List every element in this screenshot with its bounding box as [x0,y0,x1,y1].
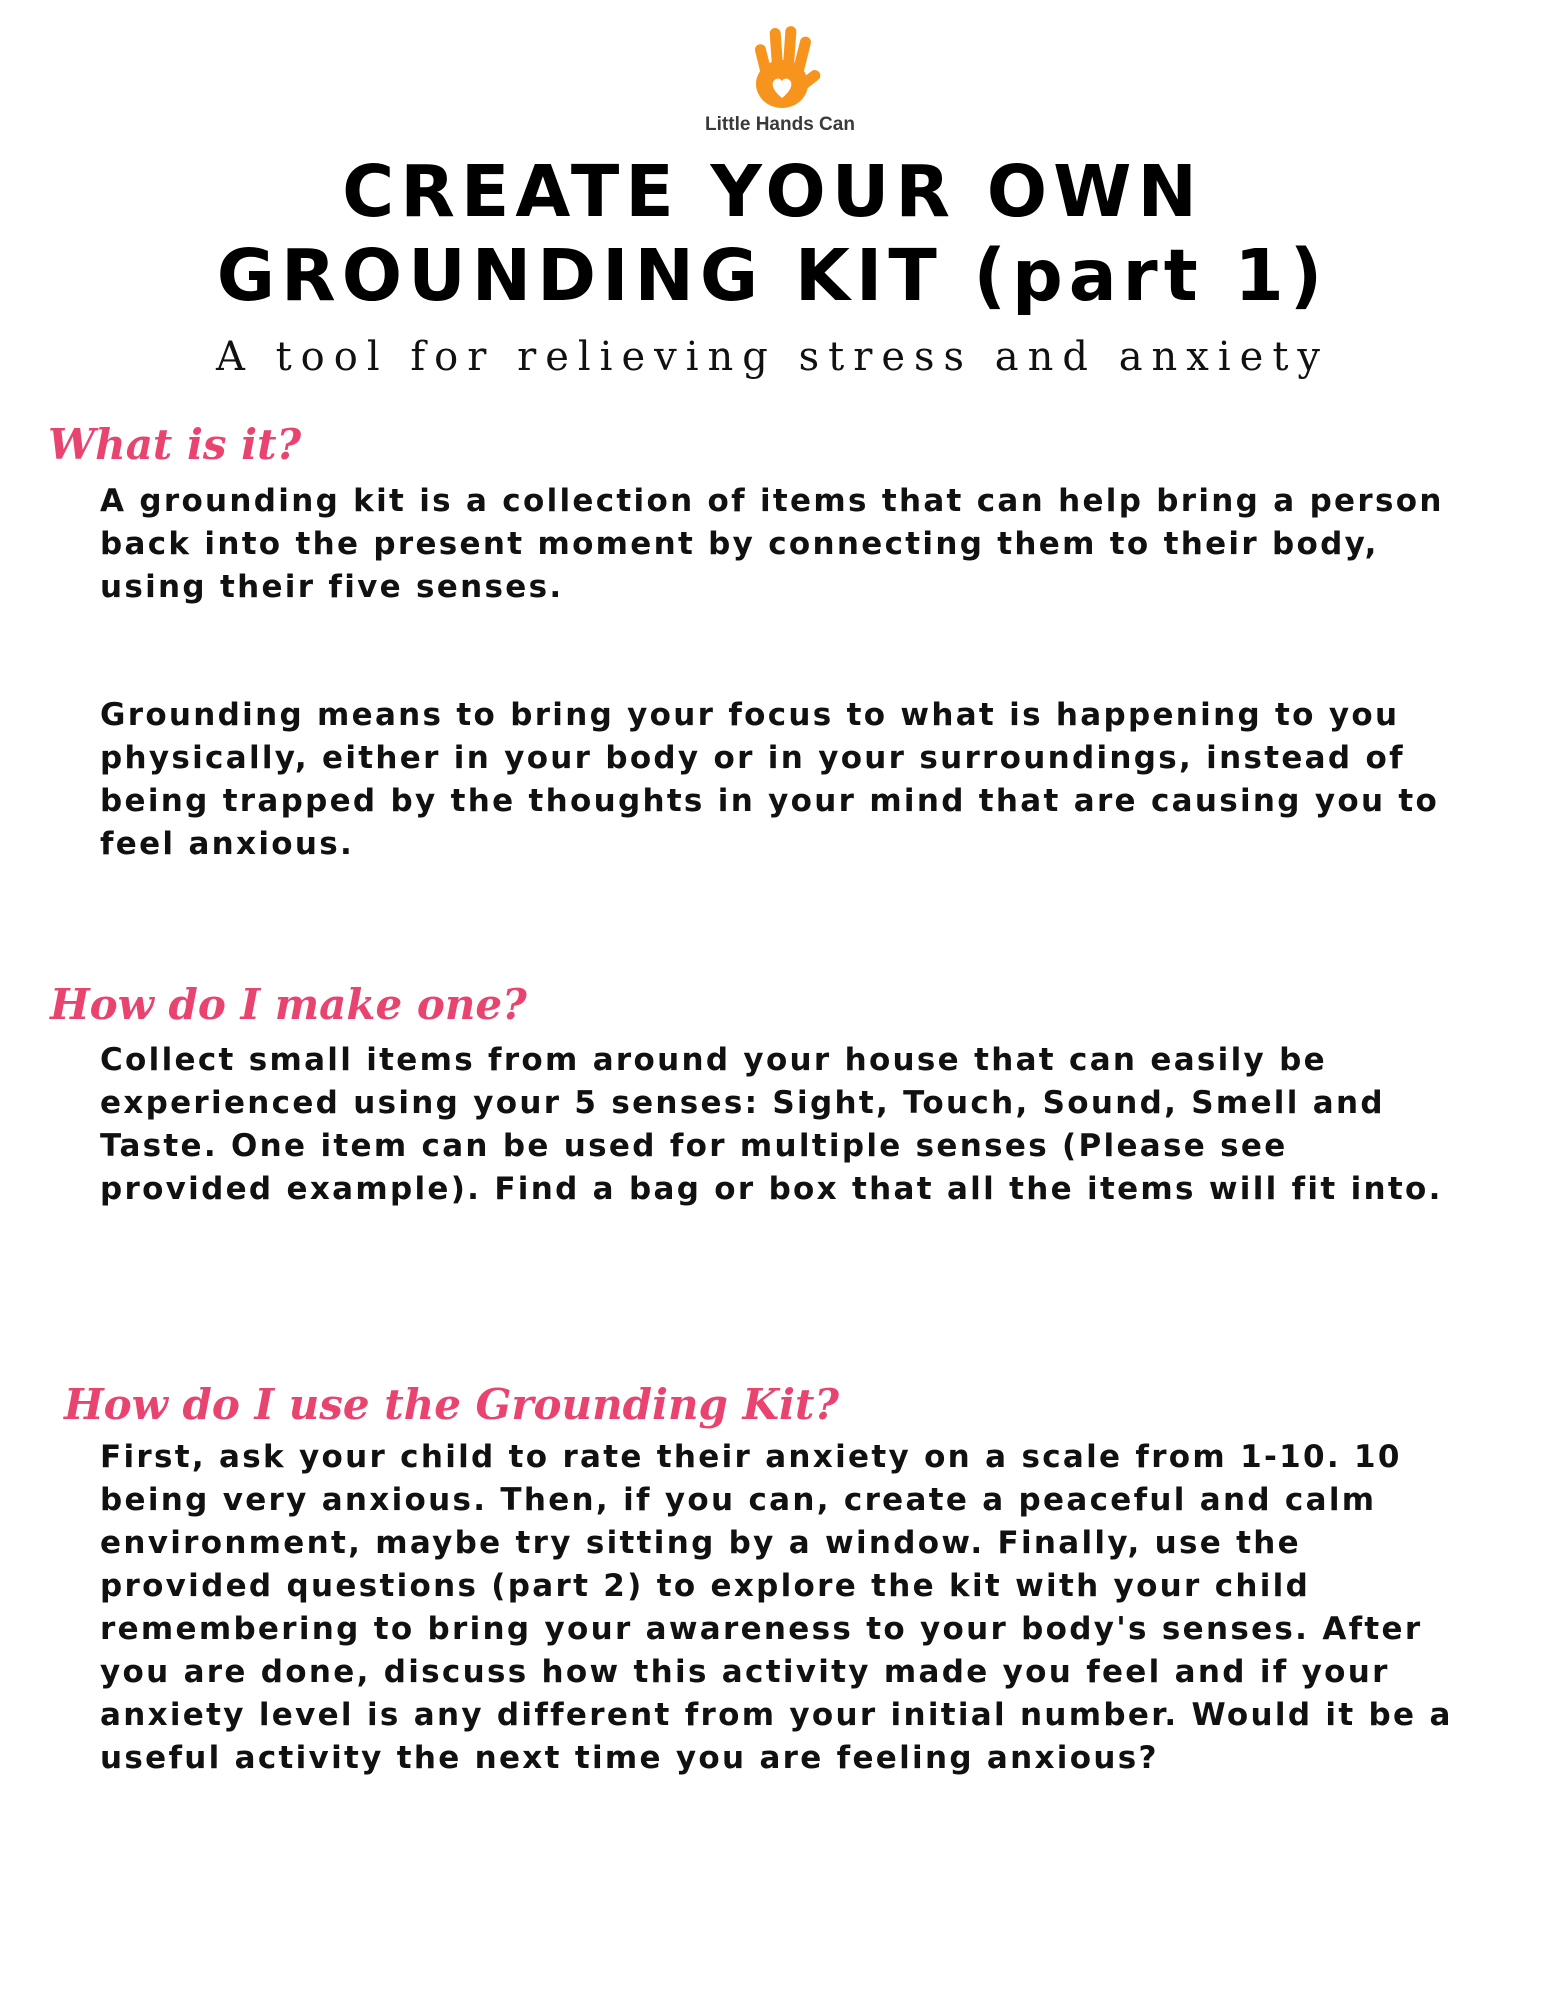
section-3-paragraph-1: First, ask your child to rate their anxiety on a scale from 1-10. 10 being very anxious. Then, if you can, create a peaceful and calm environment, maybe try sitting by a window. Finally, use the provided questions (part 2) to explore the kit with your child remembering to bring your awareness to your body's senses. After you are done, discuss how this activity made you feel and if your anxiety level is any different from your initial number. Would it be a useful activity the next time you are feeling anxious? [100,1439,1453,1776]
hand-heart-icon [732,22,828,112]
section-1-paragraph-2: Grounding means to bring your focus to what is happening to you physically, either in your body or in your surroundings, instead of being trapped by the thoughts in your mind that are causing you to feel anxious. [100,697,1440,862]
page-title [0,150,1545,318]
section-heading-how-make: How do I make one? [50,980,527,1029]
title-line-2: GROUNDING KIT (part 1) [216,234,1329,317]
brand-name: Little Hands Can [705,114,855,135]
section-2-paragraph-1: Collect small items from around your house that can easily be experienced using your 5 senses: Sight, Touch, Sound, Smell and Taste. One item can be used for multiple senses (Please see provided example). Find a bag or box that all the items will fit into. [100,1042,1443,1207]
logo [655,22,905,136]
title-line-1: CREATE YOUR OWN [342,150,1203,233]
section-1-paragraph-1: A grounding kit is a collection of items that can help bring a person back into the present moment by connecting them to their body, using their five senses. [100,483,1444,605]
subtitle: A tool for relieving stress and anxiety [216,334,1329,380]
section-heading-how-use: How do I use the Grounding Kit? [64,1380,839,1429]
section-heading-what-is-it: What is it? [48,420,302,469]
